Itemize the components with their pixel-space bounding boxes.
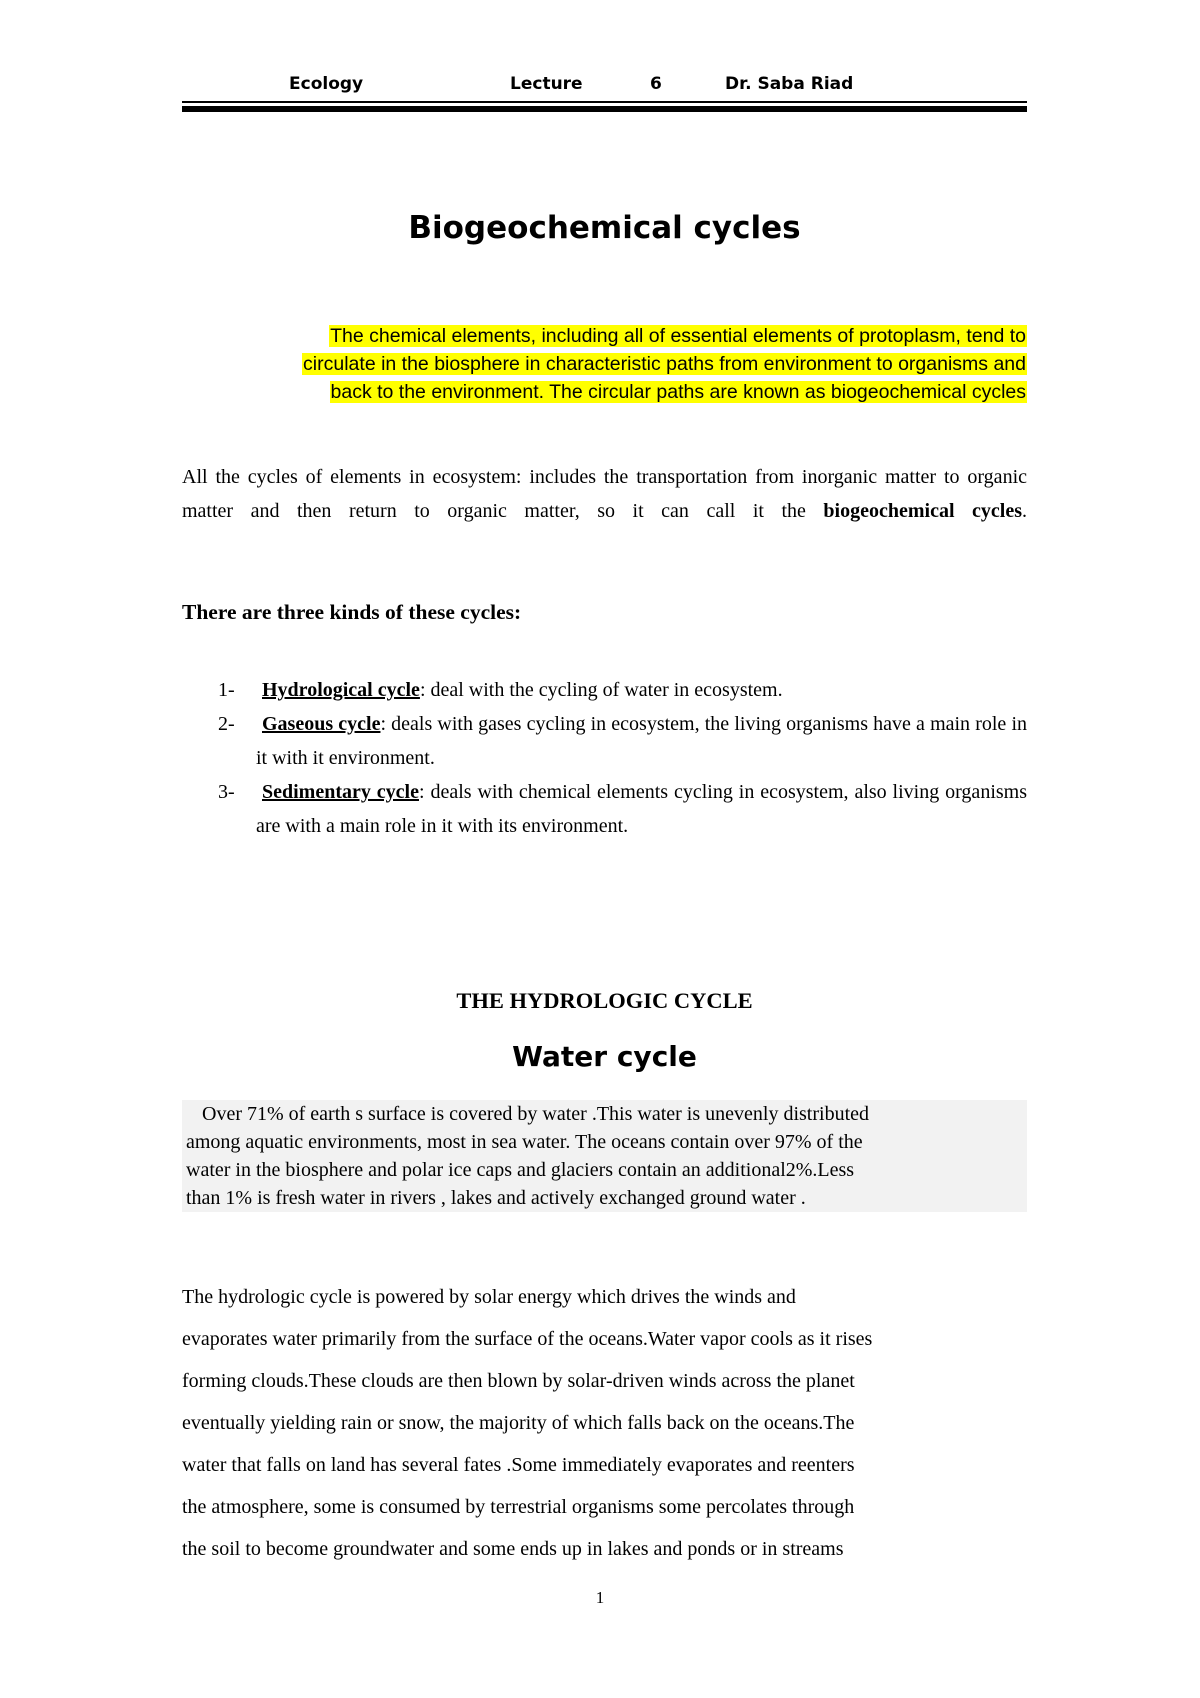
list-item [182, 707, 1027, 775]
header-subject: Ecology [289, 74, 364, 94]
water-facts-box [182, 1100, 1027, 1212]
list-item-desc: : deals with chemical elements cycling in ecosystem, also living organisms are with a main role in it with its environment. [256, 781, 1027, 837]
page-number: 1 [595, 1588, 605, 1607]
definition-line: The chemical elements, including all of essential elements of protoplasm, tend to [330, 325, 1026, 347]
water-box-line: Over 71% of earth s surface is covered by water .This water is unevenly distributed [202, 1103, 870, 1125]
list-item-term: Gaseous cycle [262, 713, 381, 735]
water-box-line: water in the biosphere and polar ice caps and glaciers contain an additional2%.Less [186, 1159, 855, 1181]
paragraph-line: The hydrologic cycle is powered by solar energy which drives the winds and [182, 1286, 796, 1308]
list-item [182, 673, 1027, 707]
definition-line: circulate in the biosphere in characteristic paths from environment to organisms and [303, 353, 1026, 375]
paragraph-line: the atmosphere, some is consumed by terrestrial organisms some percolates through [182, 1496, 855, 1518]
list-item-term: Hydrological cycle [262, 679, 420, 701]
hydrologic-heading: THE HYDROLOGIC CYCLE [456, 988, 753, 1013]
paragraph-line: eventually yielding rain or snow, the majority of which falls back on the oceans.The [182, 1412, 855, 1434]
header-lecture-label: Lecture [510, 74, 583, 94]
paragraph-line: water that falls on land has several fates .Some immediately evaporates and reenters [182, 1454, 855, 1476]
list-item [182, 775, 1027, 843]
list-item-number: 1- [218, 679, 235, 701]
paragraph-line: forming clouds.These clouds are then blown by solar-driven winds across the planet [182, 1370, 855, 1392]
definition-line: back to the environment. The circular paths are known as biogeochemical cycles [330, 381, 1026, 403]
paragraph-line: the soil to become groundwater and some ends up in lakes and ponds or in streams [182, 1538, 844, 1560]
paragraph-line: evaporates water primarily from the surface of the oceans.Water vapor cools as it rises [182, 1328, 873, 1350]
page-title: Biogeochemical cycles [408, 210, 801, 246]
water-cycle-heading: Water cycle [512, 1040, 697, 1073]
header-rule-thick [182, 106, 1027, 112]
list-item-desc: : deals with gases cycling in ecosystem, the living organisms have a main role in it with it environment. [256, 713, 1028, 769]
intro-end: . [1022, 500, 1027, 522]
list-item-desc: : deal with the cycling of water in ecosystem. [419, 679, 783, 701]
definition-block [182, 322, 1027, 406]
water-box-line: than 1% is fresh water in rivers , lakes and actively exchanged ground water . [186, 1187, 806, 1209]
list-item-number: 2- [218, 713, 235, 735]
intro-bold-term: biogeochemical cycles [823, 500, 1022, 522]
kinds-heading: There are three kinds of these cycles: [182, 600, 522, 624]
list-item-term: Sedimentary cycle [262, 781, 419, 803]
intro-paragraph [182, 460, 1027, 562]
intro-text: All the cycles of elements in ecosystem: includes the transportation from inorganic matter to organic matter and then return to organic matter, so it can call it the [182, 466, 1027, 522]
header-rule-thin [182, 101, 1027, 103]
list-item-number: 3- [218, 781, 235, 803]
water-box-line: among aquatic environments, most in sea water. The oceans contain over 97% of the [186, 1131, 863, 1153]
header-lecture-number: 6 [650, 74, 662, 94]
kinds-list [182, 673, 1027, 843]
header-author: Dr. Saba Riad [725, 74, 854, 94]
hydrologic-paragraph [182, 1276, 1027, 1570]
